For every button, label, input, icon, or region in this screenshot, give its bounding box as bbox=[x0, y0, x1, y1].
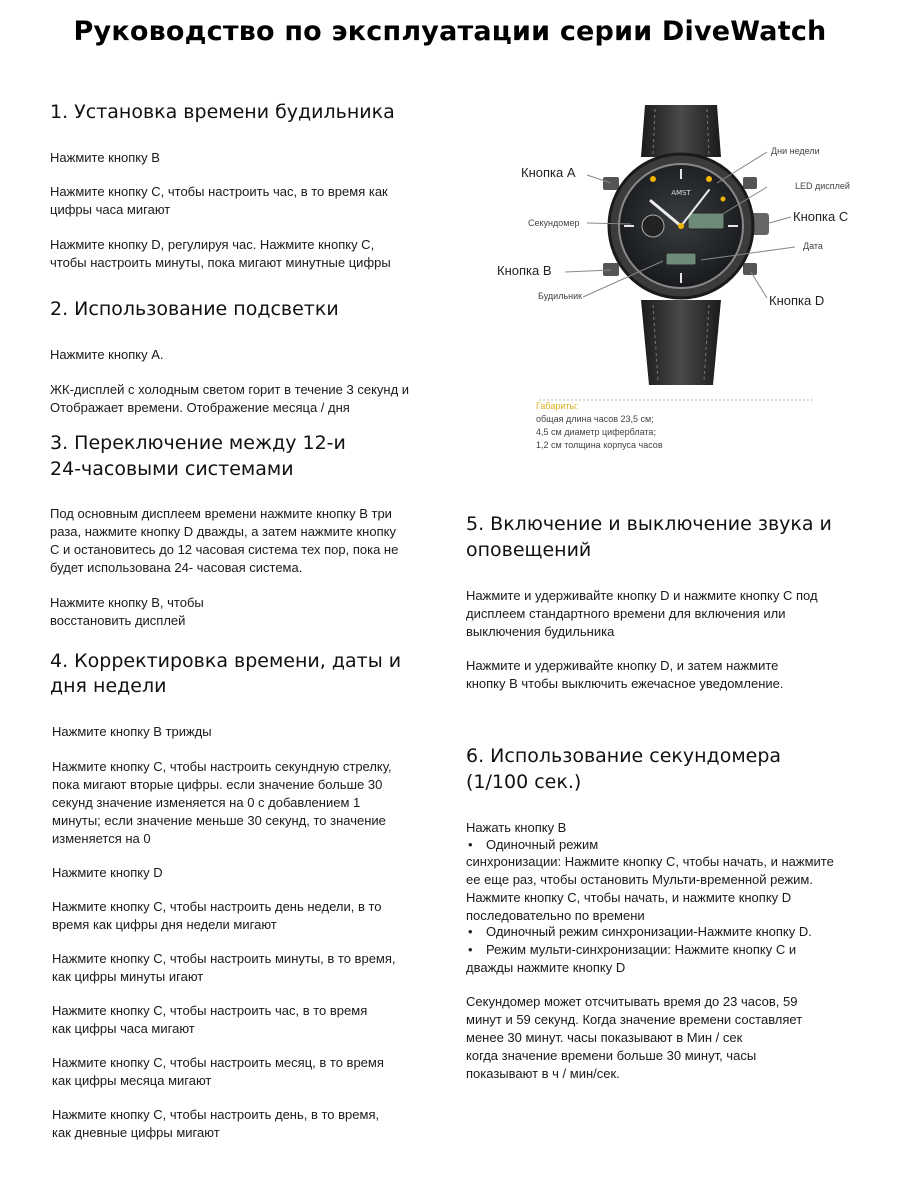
s6-text: минут и 59 секунд. Когда значение времени составляет bbox=[466, 1012, 803, 1027]
s5-text: Нажмите и удерживайте кнопку D, и затем нажмите bbox=[466, 658, 779, 673]
label-days: Дни недели bbox=[771, 146, 820, 156]
s6-text: Секундомер может отсчитывать время до 23 часов, 59 bbox=[466, 994, 798, 1009]
section-3-heading: 3. Переключение между 12-и bbox=[50, 432, 346, 454]
s5-text: кнопку B чтобы выключить ежечасное уведомление. bbox=[466, 676, 784, 691]
s1-text: чтобы настроить минуты, пока мигают минутные цифры bbox=[50, 255, 391, 270]
section-5-heading: оповещений bbox=[466, 539, 592, 561]
dimensions-block bbox=[536, 400, 663, 452]
s4-text: Нажмите кнопку C, чтобы настроить минуты, в то время, bbox=[52, 951, 396, 966]
s4-text: Нажмите кнопку C, чтобы настроить месяц, в то время bbox=[52, 1055, 384, 1070]
section-3-heading: 24-часовыми системами bbox=[50, 458, 294, 480]
s6-bullet: • Одиночный режим bbox=[468, 836, 598, 854]
s4-text: Нажмите кнопку C, чтобы настроить час, в то время bbox=[52, 1003, 368, 1018]
page-title: Руководство по эксплуатации серии DiveWatch bbox=[73, 16, 827, 47]
s6-bullet: • Одиночный режим синхронизации-Нажмите кнопку D. bbox=[468, 923, 812, 941]
s3-text: Под основным дисплеем времени нажмите кнопку B три bbox=[50, 506, 392, 521]
s4-text: время как цифры дня недели мигают bbox=[52, 917, 277, 932]
label-date: Дата bbox=[803, 241, 823, 251]
dimension-line: 4,5 см диаметр циферблата; bbox=[536, 427, 656, 437]
s6-text: Нажать кнопку B bbox=[466, 820, 567, 835]
s3-text: раза, нажмите кнопку D дважды, а затем нажмите кнопку bbox=[50, 524, 396, 539]
s6-text: показывают в ч / мин/сек. bbox=[466, 1066, 620, 1081]
s6-bullet: • Режим мульти-синхронизации: Нажмите кнопку C и bbox=[468, 941, 796, 959]
s4-text: секунд значение изменяется на 0 с добавлением 1 bbox=[52, 795, 361, 810]
s6-text: когда значение времени больше 30 минут, часы bbox=[466, 1048, 757, 1063]
section-1-heading: 1. Установка времени будильника bbox=[50, 101, 395, 123]
label-button-b: Кнопка B bbox=[497, 263, 552, 278]
s4-text: минуты; если значение меньше 30 секунд, то значение bbox=[52, 813, 386, 828]
s4-text: изменяется на 0 bbox=[52, 831, 151, 846]
s5-text: дисплеем стандартного времени для включения или bbox=[466, 606, 786, 621]
label-button-a: Кнопка A bbox=[521, 165, 576, 180]
strap-top bbox=[641, 105, 721, 157]
dimension-line: общая длина часов 23,5 см; bbox=[536, 414, 654, 424]
s1-text: Нажмите кнопку C, чтобы настроить час, в то время как bbox=[50, 184, 388, 199]
section-5-heading: 5. Включение и выключение звука и bbox=[466, 513, 832, 535]
s6-text: дважды нажмите кнопку D bbox=[466, 960, 626, 975]
s3-text: C и остановитесь до 12 часовая система тех пор, пока не bbox=[50, 542, 399, 557]
section-6-heading: (1/100 сек.) bbox=[466, 771, 582, 793]
s4-text: Нажмите кнопку C, чтобы настроить день недели, в то bbox=[52, 899, 382, 914]
dimensions-header: Габариты: bbox=[536, 401, 579, 411]
s6-text: синхронизации: Нажмите кнопку C, чтобы начать, и нажмите bbox=[466, 854, 834, 869]
s1-text: Нажмите кнопку D, регулируя час. Нажмите кнопку C, bbox=[50, 237, 375, 252]
label-led: LED дисплей bbox=[795, 181, 850, 191]
s6-text: последовательно по времени bbox=[466, 908, 645, 923]
button-a-shape bbox=[603, 177, 619, 190]
s3-text: Нажмите кнопку B, чтобы bbox=[50, 595, 204, 610]
s5-text: Нажмите и удерживайте кнопку D и нажмите кнопку C под bbox=[466, 588, 818, 603]
s5-text: выключения будильника bbox=[466, 624, 615, 639]
label-button-d: Кнопка D bbox=[769, 293, 825, 308]
s6-text: ее еще раз, чтобы остановить Мульти-временной режим. bbox=[466, 872, 813, 887]
s2-text: Нажмите кнопку A. bbox=[50, 347, 164, 362]
s4-text: пока мигают вторые цифры. если значение больше 30 bbox=[52, 777, 383, 792]
s3-text: будет использована 24- часовая система. bbox=[50, 560, 303, 575]
s4-text: Нажмите кнопку B трижды bbox=[52, 724, 212, 739]
s4-text: как цифры месяца мигают bbox=[52, 1073, 212, 1088]
s4-text: как цифры часа мигают bbox=[52, 1021, 195, 1036]
section-6-heading: 6. Использование секундомера bbox=[466, 745, 782, 767]
section-4-heading: 4. Корректировка времени, даты и bbox=[50, 650, 402, 672]
section-4-heading: дня недели bbox=[50, 675, 167, 697]
dimension-line: 1,2 см толщина корпуса часов bbox=[536, 440, 663, 450]
s1-text: Нажмите кнопку B bbox=[50, 150, 160, 165]
s1-text: цифры часа мигают bbox=[50, 202, 171, 217]
s3-text: восстановить дисплей bbox=[50, 613, 186, 628]
label-stopwatch: Секундомер bbox=[528, 218, 580, 228]
s6-text: менее 30 минут. часы показывают в Мин / сек bbox=[466, 1030, 743, 1045]
strap-bottom bbox=[641, 300, 721, 385]
s2-text: ЖК-дисплей с холодным светом горит в течение 3 секунд и bbox=[50, 382, 410, 397]
led-display bbox=[688, 213, 724, 229]
label-alarm: Будильник bbox=[538, 291, 583, 301]
section-2-heading: 2. Использование подсветки bbox=[50, 298, 339, 320]
s4-text: Нажмите кнопку D bbox=[52, 865, 163, 880]
s4-text: Нажмите кнопку C, чтобы настроить секундную стрелку, bbox=[52, 759, 392, 774]
button-b-shape bbox=[603, 263, 619, 276]
s2-text: Отображает времени. Отображение месяца / дня bbox=[50, 400, 350, 415]
button-d-shape bbox=[743, 263, 757, 275]
watch-illustration bbox=[495, 95, 875, 425]
s4-text: как цифры минуты игают bbox=[52, 969, 204, 984]
s4-text: как дневные цифры мигают bbox=[52, 1125, 220, 1140]
s4-text: Нажмите кнопку C, чтобы настроить день, в то время, bbox=[52, 1107, 380, 1122]
s6-text: Нажмите кнопку C, чтобы начать, и нажмите кнопку D bbox=[466, 890, 792, 905]
watch-brand: AMST bbox=[671, 189, 691, 197]
label-button-c: Кнопка C bbox=[793, 209, 849, 224]
